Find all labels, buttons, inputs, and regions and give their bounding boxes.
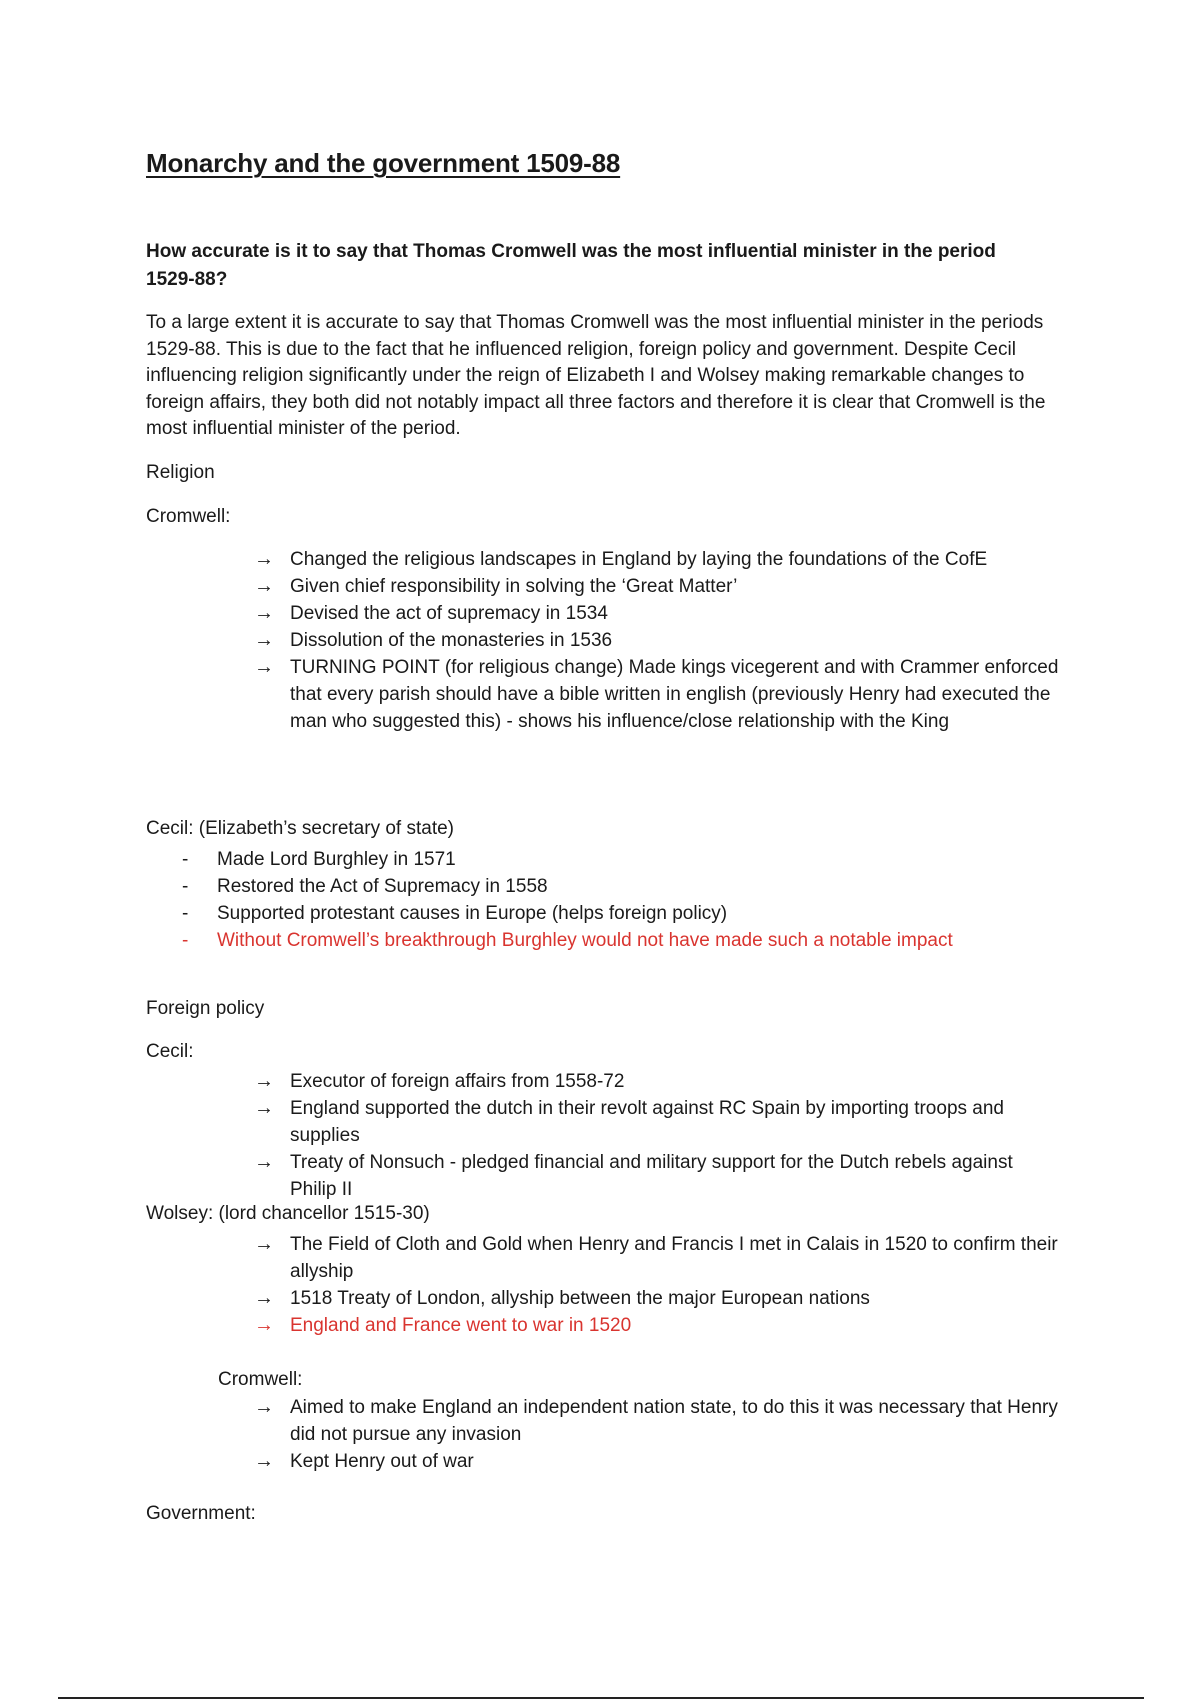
arrow-icon: → bbox=[254, 656, 274, 678]
arrow-icon: → bbox=[254, 1233, 274, 1255]
list-item-text: Made Lord Burghley in 1571 bbox=[217, 849, 456, 870]
list-item-text: Dissolution of the monasteries in 1536 bbox=[290, 630, 613, 651]
list-item bbox=[254, 1394, 1060, 1448]
page-title: Monarchy and the government 1509-88 bbox=[146, 148, 621, 178]
foreign-cromwell-list bbox=[254, 1394, 1060, 1475]
section-heading-government: Government: bbox=[146, 1503, 256, 1524]
dash-icon: - bbox=[182, 930, 189, 951]
list-item-text: Without Cromwell’s breakthrough Burghley would not have made such a notable impact bbox=[217, 930, 953, 951]
list-item-text: Executor of foreign affairs from 1558-72 bbox=[290, 1071, 625, 1092]
arrow-icon: → bbox=[254, 1450, 274, 1472]
list-item-highlight bbox=[182, 927, 1037, 954]
arrow-icon: → bbox=[254, 1314, 274, 1336]
list-item-text: The Field of Cloth and Gold when Henry and Francis I met in Calais in 1520 to confirm their allyship bbox=[290, 1234, 1058, 1282]
list-item-text: TURNING POINT (for religious change) Made kings vicegerent and with Crammer enforced that every parish should have a bible written in english (previously Henry had executed the man who suggested this) - shows his influence/close relationship with the King bbox=[290, 657, 1059, 732]
list-item bbox=[182, 846, 1037, 873]
list-item bbox=[254, 573, 1060, 600]
list-item bbox=[254, 1448, 1060, 1475]
subheading-religion-cromwell: Cromwell: bbox=[146, 506, 231, 527]
subheading-foreign-cromwell: Cromwell: bbox=[218, 1369, 303, 1390]
list-item-text: Devised the act of supremacy in 1534 bbox=[290, 603, 608, 624]
arrow-icon: → bbox=[254, 602, 274, 624]
list-item bbox=[254, 1149, 1060, 1203]
subheading-religion-cecil: Cecil: (Elizabeth’s secretary of state) bbox=[146, 818, 454, 839]
list-item bbox=[254, 600, 1060, 627]
page-bottom-divider bbox=[58, 1697, 1144, 1699]
subheading-foreign-cecil: Cecil: bbox=[146, 1041, 194, 1062]
list-item bbox=[254, 1231, 1060, 1285]
list-item-text: Treaty of Nonsuch - pledged financial and military support for the Dutch rebels against Philip II bbox=[290, 1152, 1013, 1200]
list-item-highlight bbox=[254, 1312, 1060, 1339]
section-heading-foreign-policy: Foreign policy bbox=[146, 998, 265, 1019]
list-item-text: Supported protestant causes in Europe (helps foreign policy) bbox=[217, 903, 728, 924]
list-item-text: England supported the dutch in their revolt against RC Spain by importing troops and supplies bbox=[290, 1098, 1004, 1146]
list-item bbox=[254, 1285, 1060, 1312]
religion-cromwell-list bbox=[254, 546, 1060, 735]
section-heading-religion: Religion bbox=[146, 462, 215, 483]
list-item bbox=[182, 900, 1037, 927]
list-item-text: Changed the religious landscapes in England by laying the foundations of the CofE bbox=[290, 549, 988, 570]
list-item bbox=[182, 873, 1037, 900]
arrow-icon: → bbox=[254, 1070, 274, 1092]
foreign-cecil-list bbox=[254, 1068, 1060, 1203]
dash-icon: - bbox=[182, 876, 189, 897]
dash-icon: - bbox=[182, 903, 189, 924]
list-item bbox=[254, 546, 1060, 573]
intro-paragraph: To a large extent it is accurate to say that Thomas Cromwell was the most influential minister in the periods 1529-88. This is due to the fact that he influenced religion, foreign policy and government. Despite Cecil influencing religion significantly under the reign of Elizabeth I and Wolsey making remarkable changes to foreign affairs, they both did not notably impact all three factors and therefore it is clear that Cromwell is the most influential minister of the period. bbox=[146, 312, 1046, 439]
list-item-text: Given chief responsibility in solving the ‘Great Matter’ bbox=[290, 576, 738, 597]
arrow-icon: → bbox=[254, 548, 274, 570]
religion-cecil-list bbox=[182, 846, 1037, 954]
list-item-text: England and France went to war in 1520 bbox=[290, 1315, 632, 1336]
arrow-icon: → bbox=[254, 1396, 274, 1418]
list-item bbox=[254, 654, 1060, 735]
arrow-icon: → bbox=[254, 1151, 274, 1173]
arrow-icon: → bbox=[254, 1097, 274, 1119]
foreign-wolsey-list bbox=[254, 1231, 1060, 1339]
arrow-icon: → bbox=[254, 575, 274, 597]
arrow-icon: → bbox=[254, 1287, 274, 1309]
dash-icon: - bbox=[182, 849, 189, 870]
list-item-text: 1518 Treaty of London, allyship between the major European nations bbox=[290, 1288, 870, 1309]
arrow-icon: → bbox=[254, 629, 274, 651]
essay-question: How accurate is it to say that Thomas Cromwell was the most influential minister in the period 1529-88? bbox=[146, 241, 996, 290]
subheading-foreign-wolsey: Wolsey: (lord chancellor 1515-30) bbox=[146, 1203, 430, 1224]
list-item-text: Restored the Act of Supremacy in 1558 bbox=[217, 876, 548, 897]
list-item bbox=[254, 627, 1060, 654]
list-item bbox=[254, 1095, 1060, 1149]
list-item bbox=[254, 1068, 1060, 1095]
list-item-text: Kept Henry out of war bbox=[290, 1451, 474, 1472]
list-item-text: Aimed to make England an independent nation state, to do this it was necessary that Henry did not pursue any invasion bbox=[290, 1397, 1058, 1445]
